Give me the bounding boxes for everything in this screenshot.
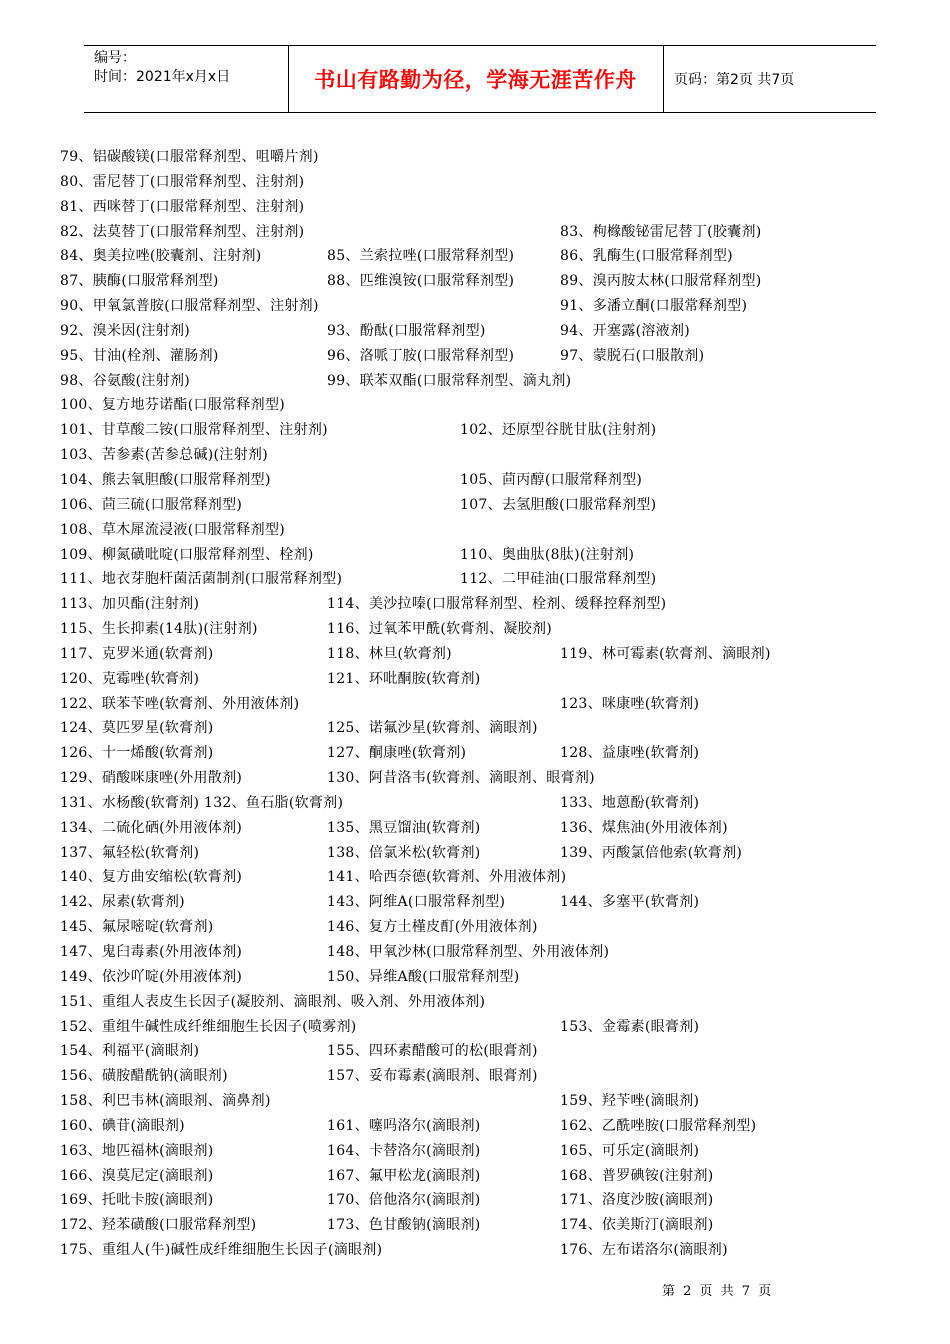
drug-item: 146、复方土槿皮酊(外用液体剂)	[327, 919, 538, 936]
drug-item: 85、兰索拉唑(口服常释剂型)	[327, 248, 515, 265]
list-row	[0, 766, 950, 791]
drug-item: 94、开塞露(溶液剂)	[560, 322, 691, 339]
list-row	[0, 393, 950, 418]
drug-item: 112、二甲硅油(口服常释剂型)	[460, 571, 657, 588]
document-time-label: 时间：2021年x月x日	[94, 69, 231, 85]
drug-item: 109、柳氮磺吡啶(口服常释剂型、栓剂)	[60, 546, 314, 563]
list-row	[0, 816, 950, 841]
drug-item: 161、噻吗洛尔(滴眼剂)	[327, 1117, 481, 1134]
drug-item: 168、普罗碘铵(注射剂)	[560, 1167, 714, 1184]
list-row	[0, 1089, 950, 1114]
list-row	[0, 915, 950, 940]
drug-item: 87、胰酶(口服常释剂型)	[60, 273, 219, 290]
drug-item: 139、丙酸氯倍他索(软膏剂)	[560, 844, 743, 861]
drug-item: 116、过氧苯甲酰(软膏剂、凝胶剂)	[327, 621, 553, 638]
list-row	[0, 965, 950, 990]
drug-item: 117、克罗米通(软膏剂)	[60, 645, 214, 662]
list-row	[0, 269, 950, 294]
list-row	[0, 145, 950, 170]
drug-item: 164、卡替洛尔(滴眼剂)	[327, 1142, 481, 1159]
list-row	[0, 1188, 950, 1213]
drug-item: 133、地蒽酚(软膏剂)	[560, 794, 700, 811]
list-row	[0, 319, 950, 344]
drug-item: 97、蒙脱石(口服散剂)	[560, 347, 705, 364]
drug-item: 84、奥美拉唑(胶囊剂、注射剂)	[60, 248, 262, 265]
drug-item: 81、西咪替丁(口服常释剂型、注射剂)	[60, 198, 305, 215]
drug-item: 105、茴丙醇(口服常释剂型)	[460, 471, 643, 488]
drug-item: 138、倍氯米松(软膏剂)	[327, 844, 481, 861]
drug-item: 90、甲氧氯普胺(口服常释剂型、注射剂)	[60, 298, 319, 315]
drug-item: 173、色甘酸钠(滴眼剂)	[327, 1217, 481, 1234]
drug-item: 141、哈西奈德(软膏剂、外用液体剂)	[327, 869, 567, 886]
drug-item: 79、铝碳酸镁(口服常释剂型、咀嚼片剂)	[60, 149, 319, 165]
drug-item: 93、酚酞(口服常释剂型)	[327, 322, 486, 339]
drug-item: 82、法莫替丁(口服常释剂型、注射剂)	[60, 223, 305, 240]
list-row	[0, 518, 950, 543]
drug-item: 121、环吡酮胺(软膏剂)	[327, 670, 481, 687]
document-number-label: 编号：	[94, 50, 136, 66]
drug-item: 140、复方曲安缩松(软膏剂)	[60, 869, 243, 886]
drug-item: 89、溴丙胺太林(口服常释剂型)	[560, 273, 762, 290]
drug-item: 114、美沙拉嗪(口服常释剂型、栓剂、缓释控释剂型)	[327, 596, 667, 613]
header-divider-right	[663, 45, 664, 113]
drug-item: 162、乙酰唑胺(口服常释剂型)	[560, 1117, 757, 1134]
drug-item: 149、依沙吖啶(外用液体剂)	[60, 968, 243, 985]
list-row	[0, 1039, 950, 1064]
list-row	[0, 940, 950, 965]
drug-item: 86、乳酶生(口服常释剂型)	[560, 248, 733, 265]
drug-item: 80、雷尼替丁(口服常释剂型、注射剂)	[60, 173, 305, 190]
list-row	[0, 468, 950, 493]
drug-item: 91、多潘立酮(口服常释剂型)	[560, 298, 748, 315]
list-row	[0, 642, 950, 667]
list-row	[0, 667, 950, 692]
page-footer: 第 2 页 共 7 页	[662, 1284, 774, 1299]
list-row	[0, 294, 950, 319]
list-row	[0, 220, 950, 245]
drug-list	[0, 145, 950, 1263]
drug-item: 118、林旦(软膏剂)	[327, 645, 452, 662]
drug-item: 151、重组人表皮生长因子(凝胶剂、滴眼剂、吸入剂、外用液体剂)	[60, 993, 486, 1010]
drug-item: 155、四环素醋酸可的松(眼膏剂)	[327, 1043, 538, 1060]
drug-item: 120、克霉唑(软膏剂)	[60, 670, 200, 687]
drug-item: 159、羟苄唑(滴眼剂)	[560, 1093, 700, 1110]
list-row	[0, 890, 950, 915]
drug-item: 157、妥布霉素(滴眼剂、眼膏剂)	[327, 1068, 538, 1085]
drug-item: 106、茴三硫(口服常释剂型)	[60, 496, 243, 513]
drug-item: 167、氟甲松龙(滴眼剂)	[327, 1167, 481, 1184]
drug-item: 119、林可霉素(软膏剂、滴眼剂)	[560, 645, 771, 662]
list-row	[0, 1064, 950, 1089]
drug-item: 152、重组牛碱性成纤维细胞生长因子(喷雾剂)	[60, 1018, 357, 1035]
drug-item: 143、阿维A(口服常释剂型)	[327, 894, 506, 911]
drug-item: 176、左布诺洛尔(滴眼剂)	[560, 1242, 728, 1259]
drug-item: 163、地匹福林(滴眼剂)	[60, 1142, 214, 1159]
drug-item: 174、依美斯汀(滴眼剂)	[560, 1217, 714, 1234]
drug-item: 137、氟轻松(软膏剂)	[60, 844, 200, 861]
drug-item: 100、复方地芬诺酯(口服常释剂型)	[60, 397, 286, 414]
list-row	[0, 418, 950, 443]
drug-item: 107、去氢胆酸(口服常释剂型)	[460, 496, 657, 513]
list-row	[0, 865, 950, 890]
drug-item: 123、咪康唑(软膏剂)	[560, 695, 700, 712]
drug-item: 126、十一烯酸(软膏剂)	[60, 745, 214, 762]
drug-item: 113、加贝酯(注射剂)	[60, 596, 200, 613]
drug-item: 95、甘油(栓剂、灌肠剂)	[60, 347, 219, 364]
drug-item: 128、益康唑(软膏剂)	[560, 745, 700, 762]
drug-item: 175、重组人(牛)碱性成纤维细胞生长因子(滴眼剂)	[60, 1242, 383, 1259]
list-row	[0, 1139, 950, 1164]
list-row	[0, 841, 950, 866]
list-row	[0, 1213, 950, 1238]
drug-item: 160、碘苷(滴眼剂)	[60, 1117, 185, 1134]
list-row	[0, 1015, 950, 1040]
drug-item: 136、煤焦油(外用液体剂)	[560, 819, 728, 836]
drug-item: 92、溴米因(注射剂)	[60, 322, 191, 339]
header-motto: 书山有路勤为径，学海无涯苦作舟	[314, 68, 637, 92]
drug-item: 108、草木犀流浸液(口服常释剂型)	[60, 521, 286, 538]
list-row	[0, 244, 950, 269]
list-row	[0, 170, 950, 195]
drug-item: 96、洛哌丁胺(口服常释剂型)	[327, 347, 515, 364]
drug-item: 102、还原型谷胱甘肽(注射剂)	[460, 422, 657, 439]
drug-item: 129、硝酸咪康唑(外用散剂)	[60, 770, 243, 787]
drug-item: 172、羟苯磺酸(口服常释剂型)	[60, 1217, 257, 1234]
drug-item: 145、氟尿嘧啶(软膏剂)	[60, 919, 214, 936]
list-row	[0, 617, 950, 642]
drug-item: 130、阿昔洛韦(软膏剂、滴眼剂、眼膏剂)	[327, 770, 595, 787]
drug-item: 88、匹维溴铵(口服常释剂型)	[327, 273, 515, 290]
drug-item: 154、利福平(滴眼剂)	[60, 1043, 200, 1060]
drug-item: 110、奥曲肽(8肽)(注射剂)	[460, 546, 635, 563]
list-row	[0, 443, 950, 468]
drug-item: 165、可乐定(滴眼剂)	[560, 1142, 700, 1159]
drug-item: 122、联苯苄唑(软膏剂、外用液体剂)	[60, 695, 300, 712]
drug-item: 99、联苯双酯(口服常释剂型、滴丸剂)	[327, 372, 572, 389]
drug-item: 147、鬼臼毒素(外用液体剂)	[60, 944, 243, 960]
drug-item: 158、利巴韦林(滴眼剂、滴鼻剂)	[60, 1093, 271, 1110]
drug-item: 150、异维A酸(口服常释剂型)	[327, 968, 520, 985]
drug-item: 101、甘草酸二铵(口服常释剂型、注射剂)	[60, 422, 328, 439]
drug-item: 125、诺氟沙星(软膏剂、滴眼剂)	[327, 720, 538, 737]
list-row	[0, 791, 950, 816]
header-meta	[94, 49, 230, 87]
drug-item: 148、甲氧沙林(口服常释剂型、外用液体剂)	[327, 944, 610, 960]
list-row	[0, 369, 950, 394]
drug-item: 156、磺胺醋酰钠(滴眼剂)	[60, 1068, 228, 1085]
drug-item: 135、黑豆馏油(软膏剂)	[327, 819, 481, 836]
list-row	[0, 195, 950, 220]
drug-item: 104、熊去氧胆酸(口服常释剂型)	[60, 471, 271, 488]
drug-item: 153、金霉素(眼膏剂)	[560, 1018, 700, 1035]
list-row	[0, 493, 950, 518]
drug-item: 115、生长抑素(14肽)(注射剂)	[60, 621, 258, 638]
list-row	[0, 1114, 950, 1139]
drug-item: 103、苦参素(苦参总碱)(注射剂)	[60, 447, 268, 464]
list-row	[0, 990, 950, 1015]
drug-item: 134、二硫化硒(外用液体剂)	[60, 819, 243, 836]
list-row	[0, 692, 950, 717]
drug-item: 127、酮康唑(软膏剂)	[327, 745, 467, 762]
list-row	[0, 716, 950, 741]
list-row	[0, 543, 950, 568]
list-row	[0, 592, 950, 617]
drug-item: 142、尿素(软膏剂)	[60, 894, 185, 911]
list-row	[0, 1164, 950, 1189]
list-row	[0, 344, 950, 369]
drug-item: 111、地衣芽胞杆菌活菌制剂(口服常释剂型)	[60, 571, 343, 588]
drug-item: 171、洛度沙胺(滴眼剂)	[560, 1192, 714, 1209]
drug-item: 83、枸橼酸铋雷尼替丁(胶囊剂)	[560, 223, 762, 240]
list-row	[0, 741, 950, 766]
drug-item: 169、托吡卡胺(滴眼剂)	[60, 1192, 214, 1209]
drug-item: 98、谷氨酸(注射剂)	[60, 372, 191, 389]
list-row	[0, 567, 950, 592]
drug-item: 170、倍他洛尔(滴眼剂)	[327, 1192, 481, 1209]
header-page-indicator: 页码：第2页 共7页	[674, 72, 795, 88]
list-row	[0, 1238, 950, 1263]
drug-item: 124、莫匹罗星(软膏剂)	[60, 720, 214, 737]
drug-item: 166、溴莫尼定(滴眼剂)	[60, 1167, 214, 1184]
drug-item: 131、水杨酸(软膏剂) 132、鱼石脂(软膏剂)	[60, 794, 344, 811]
drug-item: 144、多塞平(软膏剂)	[560, 894, 700, 911]
document-header	[84, 45, 876, 113]
